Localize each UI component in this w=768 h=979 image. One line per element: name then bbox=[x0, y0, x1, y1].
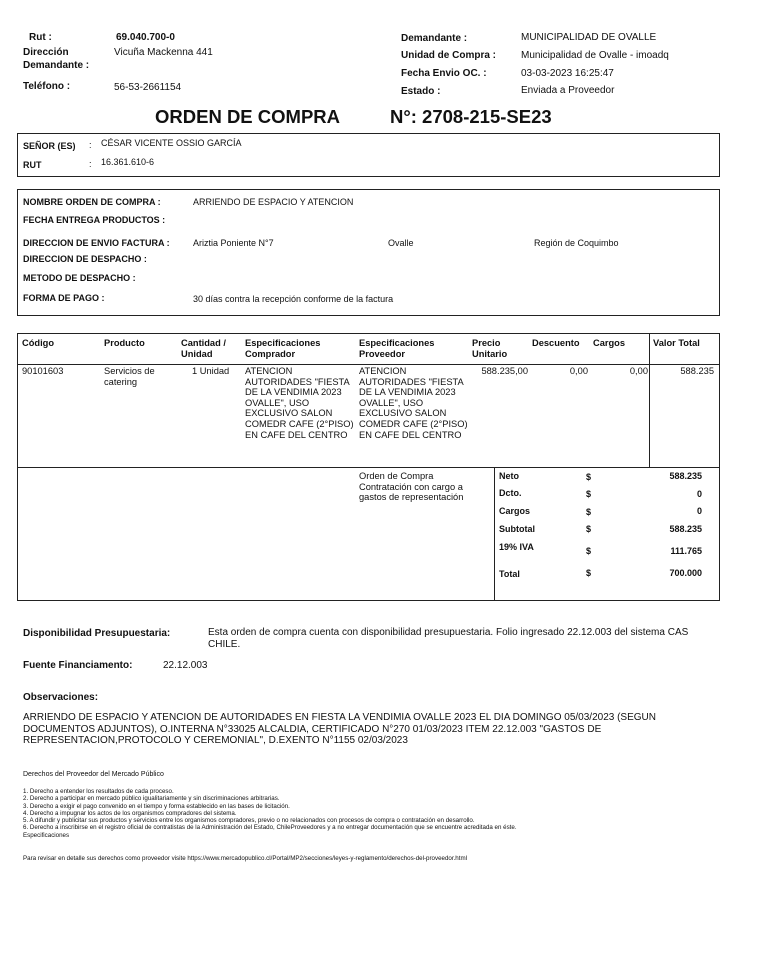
observaciones-label: Observaciones: bbox=[23, 692, 99, 703]
direccion-despacho-label: DIRECCION DE DESPACHO : bbox=[23, 254, 147, 264]
cargos-label: Cargos bbox=[499, 506, 531, 516]
derechos-item: 2. Derecho a participar en mercado público igualitariamente y sin discriminaciones arbitrarias. bbox=[23, 795, 280, 803]
iva-label: 19% IVA bbox=[499, 542, 534, 552]
nombre-orden-label: NOMBRE ORDEN DE COMPRA : bbox=[23, 197, 161, 207]
unidad-label: Unidad de Compra : bbox=[401, 50, 497, 61]
rut-proveedor-label: RUT bbox=[23, 160, 42, 170]
subtotal-label: Subtotal bbox=[499, 524, 535, 534]
direccion-label-2: Demandante : bbox=[23, 60, 90, 71]
derechos-list bbox=[23, 788, 517, 839]
cargos-currency: $ bbox=[586, 507, 592, 517]
iva-currency: $ bbox=[586, 546, 592, 556]
derechos-title: Derechos del Proveedor del Mercado Público bbox=[23, 771, 164, 778]
row-cargos: 0,00 bbox=[629, 366, 648, 376]
row-esp-comprador: ATENCION AUTORIDADES "FIESTA DE LA VENDIMIA 2023 OVALLE", USO EXCLUSIVO SALON COMEDR CAFE (2°PISO) EN CAFE DEL CENTRO bbox=[245, 366, 354, 440]
senor-label: SEÑOR (ES) bbox=[23, 141, 76, 151]
neto-currency: $ bbox=[586, 472, 592, 482]
telefono-label: Teléfono : bbox=[23, 81, 71, 92]
fecha-entrega-label: FECHA ENTREGA PRODUCTOS : bbox=[23, 215, 166, 225]
row-cantidad: 1 Unidad bbox=[192, 366, 230, 376]
senor-value: CÉSAR VICENTE OSSIO GARCÍA bbox=[101, 138, 242, 148]
nombre-orden-value: ARRIENDO DE ESPACIO Y ATENCION bbox=[193, 197, 354, 207]
row-divider bbox=[18, 467, 495, 468]
header-divider bbox=[18, 364, 719, 365]
subtotal-currency: $ bbox=[586, 524, 592, 534]
items-nota: Orden de Compra Contratación con cargo a gastos de representación bbox=[359, 471, 464, 503]
valor-column-divider bbox=[649, 334, 650, 467]
row-codigo: 90101603 bbox=[22, 366, 64, 376]
derechos-item: 5. A difundir y publicitar sus productos y servicios entre los organismos compradores, previo o no relacionados con procesos de compra o contratación en desarrollo. bbox=[23, 817, 475, 825]
header-producto: Producto bbox=[104, 338, 145, 348]
fecha-value: 03-03-2023 16:25:47 bbox=[521, 68, 614, 79]
row-valor-total: 588.235 bbox=[680, 366, 714, 376]
rut-colon: : bbox=[89, 159, 92, 169]
neto-label: Neto bbox=[499, 471, 519, 481]
total-value: 700.000 bbox=[669, 568, 702, 578]
header-valor-total: Valor Total bbox=[653, 338, 700, 348]
total-currency: $ bbox=[586, 568, 592, 578]
derechos-item: Especificaciones bbox=[23, 831, 70, 839]
row-precio: 588.235,00 bbox=[481, 366, 528, 376]
disponibilidad-label: Disponibilidad Presupuestaria: bbox=[23, 628, 171, 639]
header-precio: Precio Unitario bbox=[472, 338, 508, 359]
metodo-despacho-label: METODO DE DESPACHO : bbox=[23, 273, 136, 283]
direccion-label: Dirección bbox=[23, 47, 69, 58]
senor-colon: : bbox=[89, 140, 92, 150]
header-esp-proveedor: Especificaciones Proveedor bbox=[359, 338, 435, 359]
fuente-value: 22.12.003 bbox=[163, 660, 208, 671]
forma-pago-value: 30 días contra la recepción conforme de la factura bbox=[193, 294, 394, 304]
totals-box bbox=[494, 467, 720, 601]
derechos-item: 6. Derecho a inscribirse en el registro oficial de contratistas de la Administración del Estado, ChileProveedores y a no entregar documentación que se encuentre acreditada en éste. bbox=[23, 824, 517, 832]
dcto-value: 0 bbox=[696, 489, 702, 499]
cargos-value: 0 bbox=[696, 506, 702, 516]
direccion-factura-label: DIRECCION DE ENVIO FACTURA : bbox=[23, 238, 170, 248]
header-descuento: Descuento bbox=[532, 338, 580, 348]
observaciones-text: ARRIENDO DE ESPACIO Y ATENCION DE AUTORIDADES EN FIESTA LA VENDIMIA OVALLE 2023 EL DIA DOMINGO 05/03/2023 (SEGUN DOCUMENTOS ADJUNTOS), O.INTERNA N°33025 ALCALDIA, CERTIFICADO N°270 01/03/2023 ITEM 22.12.003 "GASTOS DE REPRESENTACION,PROTOCOLO Y CEREMONIAL", D.EXENTO N°1155 02/03/2023 bbox=[23, 712, 656, 747]
demandante-value: MUNICIPALIDAD DE OVALLE bbox=[521, 32, 657, 43]
estado-value: Enviada a Proveedor bbox=[521, 85, 615, 96]
direccion-value: Vicuña Mackenna 441 bbox=[114, 47, 213, 58]
ciudad-value: Ovalle bbox=[388, 238, 414, 248]
rut-label: Rut : bbox=[29, 32, 52, 43]
row-producto: Servicios de catering bbox=[104, 366, 155, 387]
row-esp-proveedor: ATENCION AUTORIDADES "FIESTA DE LA VENDIMIA 2023 OVALLE", USO EXCLUSIVO SALON COMEDR CAFE (2°PISO) EN CAFE DEL CENTRO bbox=[359, 366, 468, 440]
derechos-item: 1. Derecho a entender los resultados de cada proceso. bbox=[23, 788, 174, 795]
forma-pago-label: FORMA DE PAGO : bbox=[23, 293, 105, 303]
unidad-value: Municipalidad de Ovalle - imoadq bbox=[521, 50, 669, 61]
derechos-item: 4. Derecho a impugnar los actos de los organismos compradores del sistema. bbox=[23, 809, 237, 817]
iva-value: 111.765 bbox=[670, 546, 702, 556]
subtotal-value: 588.235 bbox=[669, 524, 702, 534]
fuente-label: Fuente Financiamento: bbox=[23, 660, 133, 671]
telefono-value: 56-53-2661154 bbox=[114, 82, 182, 93]
dcto-currency: $ bbox=[586, 489, 592, 499]
header-codigo: Código bbox=[22, 338, 55, 348]
dcto-label: Dcto. bbox=[499, 488, 522, 498]
derechos-link[interactable]: Para revisar en detalle sus derechos como proveedor visite https://www.mercadopublico.cl/Portal/MP2/secciones/leyes-y-reglamento/derechos-del-proveedor.html bbox=[23, 855, 467, 862]
rut-proveedor-value: 16.361.610-6 bbox=[101, 157, 155, 167]
header-esp-comprador: Especificaciones Comprador bbox=[245, 338, 321, 359]
derechos-item: 3. Derecho a exigir el pago convenido en el tiempo y forma establecido en las bases de licitación. bbox=[23, 802, 290, 810]
rut-value: 69.040.700-0 bbox=[116, 32, 175, 43]
row-descuento: 0,00 bbox=[569, 366, 588, 376]
order-number: N°: 2708-215-SE23 bbox=[390, 106, 552, 127]
region-value: Región de Coquimbo bbox=[534, 238, 619, 248]
neto-value: 588.235 bbox=[669, 471, 702, 481]
fecha-label: Fecha Envio OC. : bbox=[401, 68, 487, 79]
direccion-factura-value: Ariztia Poniente N°7 bbox=[193, 238, 274, 248]
disponibilidad-value: Esta orden de compra cuenta con disponibilidad presupuestaria. Folio ingresado 22.12.003 del sistema CAS CHILE. bbox=[208, 627, 689, 650]
estado-label: Estado : bbox=[401, 86, 441, 97]
demandante-label: Demandante : bbox=[401, 33, 468, 44]
header-cargos: Cargos bbox=[593, 338, 626, 348]
total-label: Total bbox=[499, 569, 520, 579]
page-title: ORDEN DE COMPRA bbox=[155, 106, 341, 127]
header-cantidad: Cantidad / Unidad bbox=[181, 338, 226, 359]
